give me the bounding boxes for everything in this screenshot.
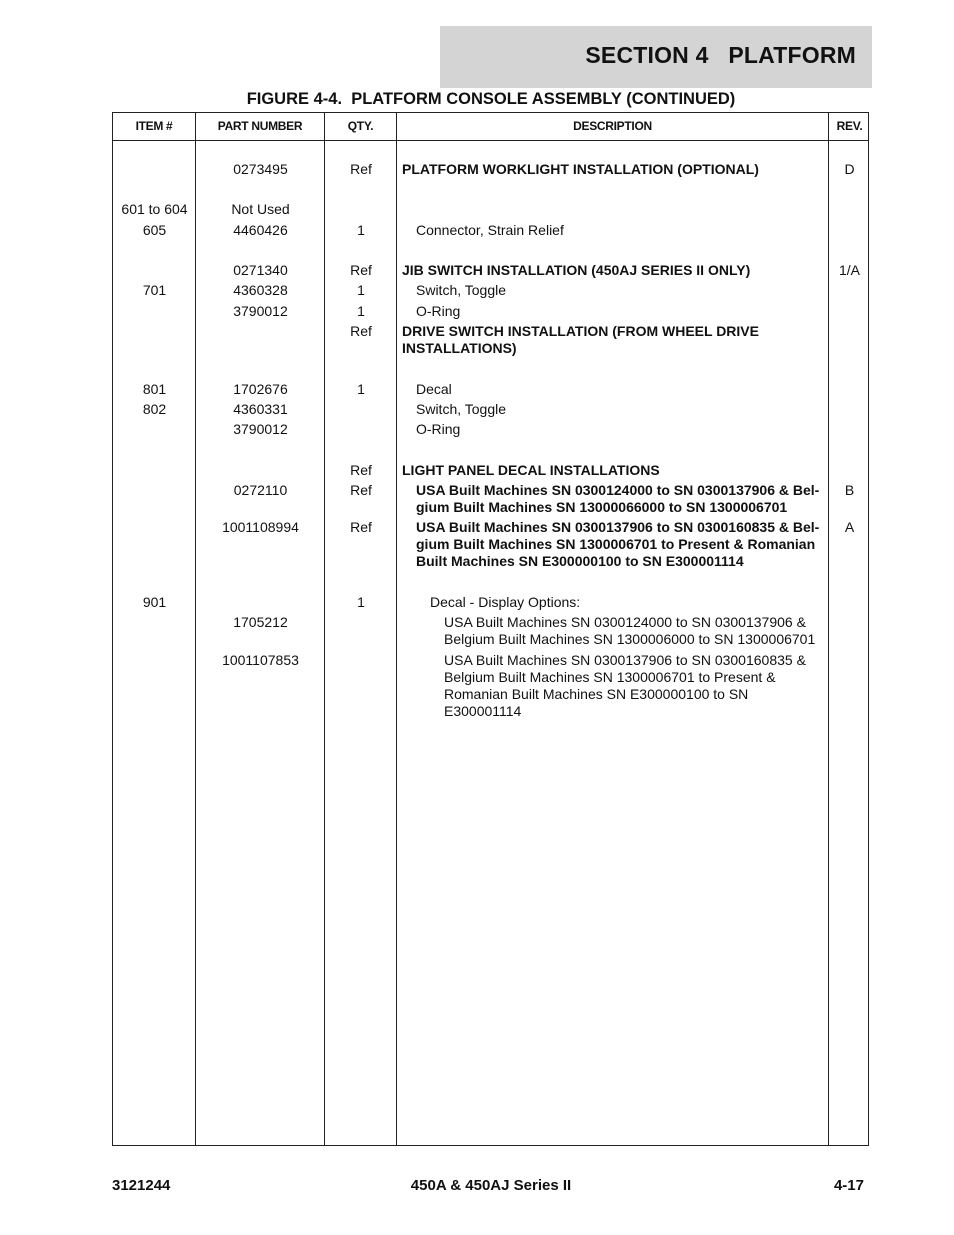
qty-cell: 1 bbox=[357, 303, 365, 319]
description-cell: JIB SWITCH INSTALLATION (450AJ SERIES II ONLY) bbox=[402, 262, 751, 278]
qty-cell: 1 bbox=[357, 282, 365, 298]
figure-title: FIGURE 4-4. PLATFORM CONSOLE ASSEMBLY (CONTINUED) bbox=[246, 90, 736, 108]
part-number-cell: 1001108994 bbox=[222, 519, 299, 535]
rev-cell: 1/A bbox=[838, 262, 860, 278]
qty-cell: Ref bbox=[350, 482, 372, 498]
footer-page-number: 4-17 bbox=[833, 1177, 864, 1194]
section-header-box bbox=[440, 26, 872, 88]
parts-table bbox=[112, 112, 869, 1146]
part-number-cell: 1705212 bbox=[233, 614, 288, 630]
description-cell: O-Ring bbox=[416, 303, 461, 319]
item-cell: 801 bbox=[142, 381, 167, 397]
part-number-cell: Not Used bbox=[231, 201, 290, 217]
part-number-cell: 4460426 bbox=[233, 222, 288, 238]
column-header-description: DESCRIPTION bbox=[573, 119, 652, 133]
rev-cell: A bbox=[844, 519, 855, 535]
qty-cell: Ref bbox=[350, 462, 372, 478]
description-cell: Decal bbox=[416, 381, 452, 397]
column-header-part-number: PART NUMBER bbox=[217, 119, 303, 133]
description-cell: USA Built Machines SN 0300137906 to SN 0300160835 & Belgium Built Machines SN 1300006701 to Present & Romanian Built Machines SN E300000100 to SN E300001114 bbox=[444, 652, 806, 719]
description-cell: Connector, Strain Relief bbox=[416, 222, 564, 238]
qty-cell: 1 bbox=[357, 594, 365, 610]
qty-cell: Ref bbox=[350, 262, 372, 278]
part-number-cell: 4360331 bbox=[233, 401, 288, 417]
description-cell: Decal - Display Options: bbox=[430, 594, 581, 610]
description-cell: USA Built Machines SN 0300124000 to SN 0300137906 & Belgium Built Machines SN 1300006000 to SN 1300006701 bbox=[444, 614, 816, 647]
description-cell: USA Built Machines SN 0300124000 to SN 0300137906 & Bel-gium Built Machines SN 13000066000 to SN 1300006701 bbox=[416, 482, 820, 515]
section-title: SECTION 4 PLATFORM bbox=[585, 42, 856, 68]
column-header-rev: REV. bbox=[836, 119, 863, 133]
description-cell: Switch, Toggle bbox=[416, 401, 507, 417]
item-cell: 601 to 604 bbox=[121, 201, 188, 217]
item-cell: 605 bbox=[142, 222, 167, 238]
rev-cell: B bbox=[844, 482, 855, 498]
description-cell: PLATFORM WORKLIGHT INSTALLATION (OPTIONAL) bbox=[402, 161, 759, 177]
qty-cell: Ref bbox=[350, 519, 372, 535]
part-number-cell: 0273495 bbox=[233, 161, 288, 177]
part-number-cell: 0271340 bbox=[233, 262, 288, 278]
part-number-cell: 0272110 bbox=[233, 482, 288, 498]
part-number-cell: 3790012 bbox=[233, 303, 288, 319]
description-cell: DRIVE SWITCH INSTALLATION (FROM WHEEL DRIVE INSTALLATIONS) bbox=[402, 323, 759, 356]
item-cell: 701 bbox=[142, 282, 167, 298]
item-cell: 901 bbox=[142, 594, 167, 610]
part-number-cell: 1702676 bbox=[233, 381, 288, 397]
description-cell: O-Ring bbox=[416, 421, 461, 437]
qty-cell: 1 bbox=[357, 381, 365, 397]
item-cell: 802 bbox=[142, 401, 167, 417]
rev-cell: D bbox=[844, 161, 855, 177]
part-number-cell: 1001107853 bbox=[222, 652, 299, 668]
header-divider bbox=[113, 140, 868, 141]
description-cell: LIGHT PANEL DECAL INSTALLATIONS bbox=[402, 462, 660, 478]
column-header-qty: QTY. bbox=[347, 119, 374, 133]
footer-document-number: 3121244 bbox=[112, 1177, 171, 1194]
part-number-cell: 4360328 bbox=[233, 282, 288, 298]
qty-cell: 1 bbox=[357, 222, 365, 238]
description-cell: USA Built Machines SN 0300137906 to SN 0300160835 & Bel-gium Built Machines SN 1300006701 to Present & Romanian Built Machines SN E300000100 to SN E300001114 bbox=[416, 519, 820, 569]
footer-model: 450A & 450AJ Series II bbox=[410, 1177, 572, 1194]
qty-cell: Ref bbox=[350, 323, 372, 339]
part-number-cell: 3790012 bbox=[233, 421, 288, 437]
description-cell: Switch, Toggle bbox=[416, 282, 507, 298]
qty-cell: Ref bbox=[350, 161, 372, 177]
column-header-item: ITEM # bbox=[135, 119, 173, 133]
